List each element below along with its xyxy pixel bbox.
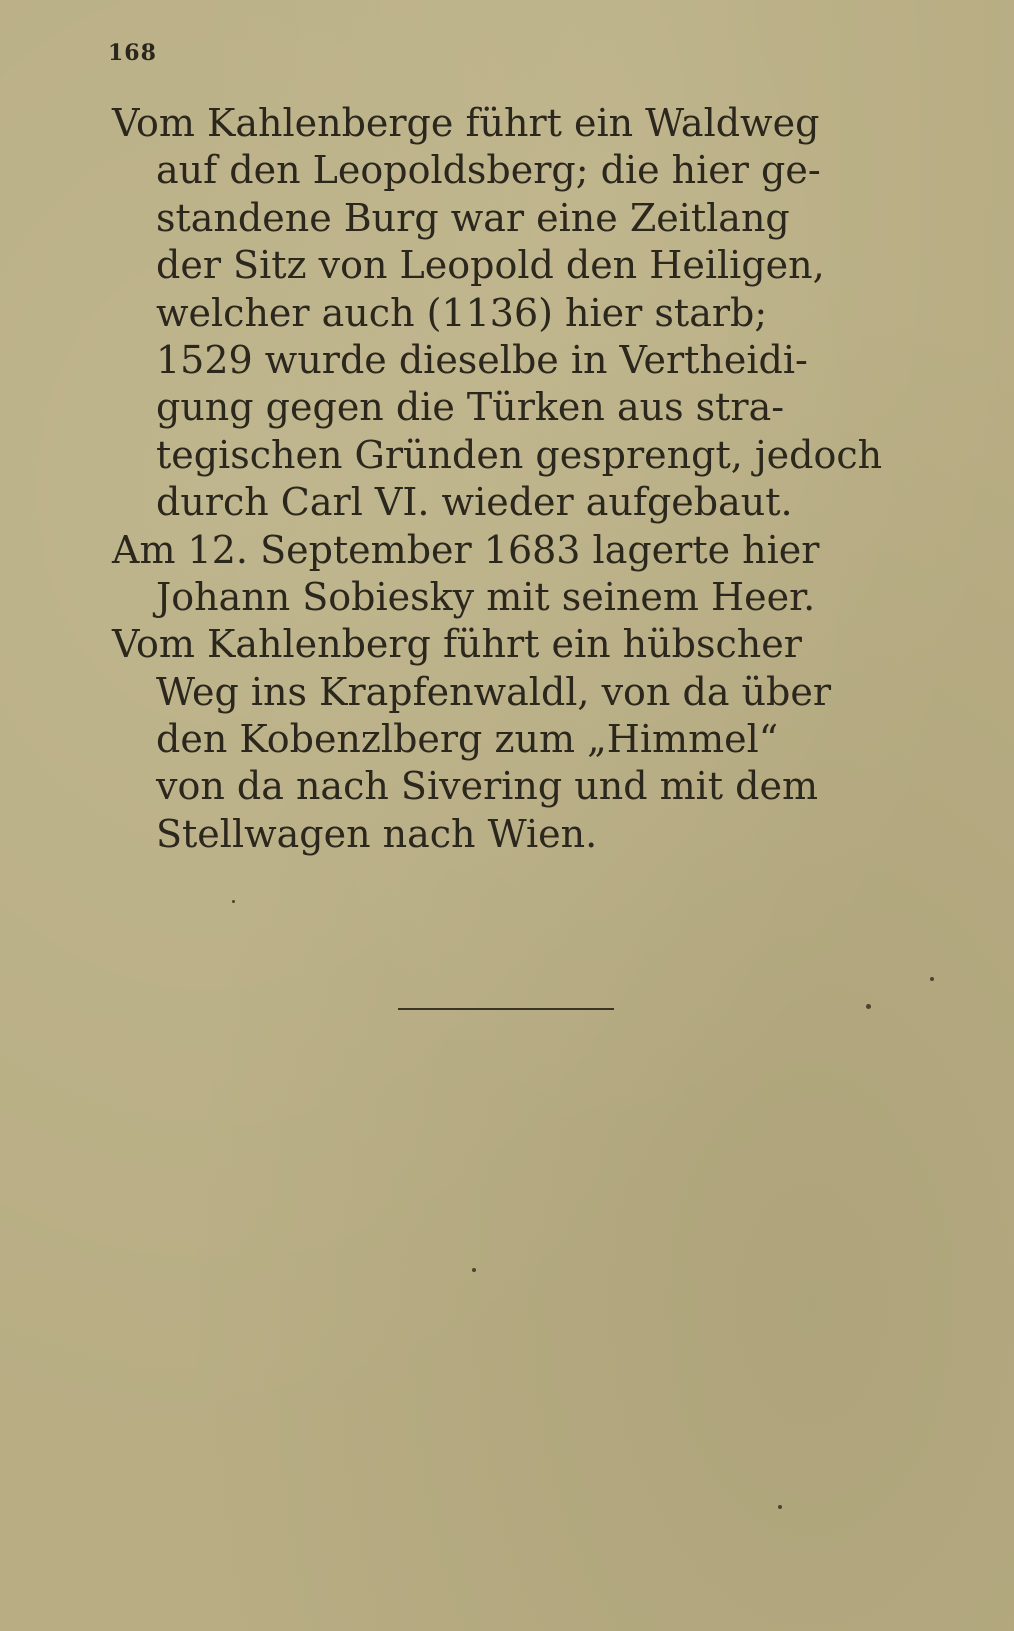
text-line: standene Burg war eine Zeitlang — [156, 195, 790, 240]
paper-speck — [778, 1505, 782, 1509]
text-line: Johann Sobiesky mit seinem Heer. — [156, 574, 816, 619]
text-line: Vom Kahlenberg führt ein hübscher — [112, 622, 802, 667]
text-line: 1529 wurde dieselbe in Vertheidi- — [156, 337, 808, 382]
text-line: Weg ins Krapfenwaldl, von da über — [156, 669, 832, 714]
text-line: Am 12. September 1683 lagerte hier — [112, 527, 820, 572]
text-line: von da nach Sivering und mit dem — [156, 764, 818, 809]
text-line: welcher auch (1136) hier starb; — [156, 290, 768, 335]
text-line: der Sitz von Leopold den Heiligen, — [156, 243, 825, 288]
paper-speck — [472, 1268, 476, 1272]
text-line: tegischen Gründen gesprengt, jedoch — [156, 432, 883, 477]
paper-speck — [866, 1004, 871, 1009]
text-line: Stellwagen nach Wien. — [156, 811, 598, 856]
text-line: Vom Kahlenberge führt ein Waldweg — [112, 101, 820, 145]
paper-speck — [232, 900, 235, 903]
paper-speck — [930, 977, 934, 981]
text-line: auf den Leopoldsberg; die hier ge- — [156, 148, 821, 193]
text-line: gung gegen die Türken aus stra- — [156, 385, 785, 430]
page-number: 168 — [108, 40, 157, 66]
section-divider — [398, 1008, 614, 1010]
text-line: den Kobenzlberg zum „Himmel“ — [156, 717, 779, 762]
text-line: durch Carl VI. wieder aufgebaut. — [156, 480, 793, 525]
body-text — [112, 100, 892, 858]
